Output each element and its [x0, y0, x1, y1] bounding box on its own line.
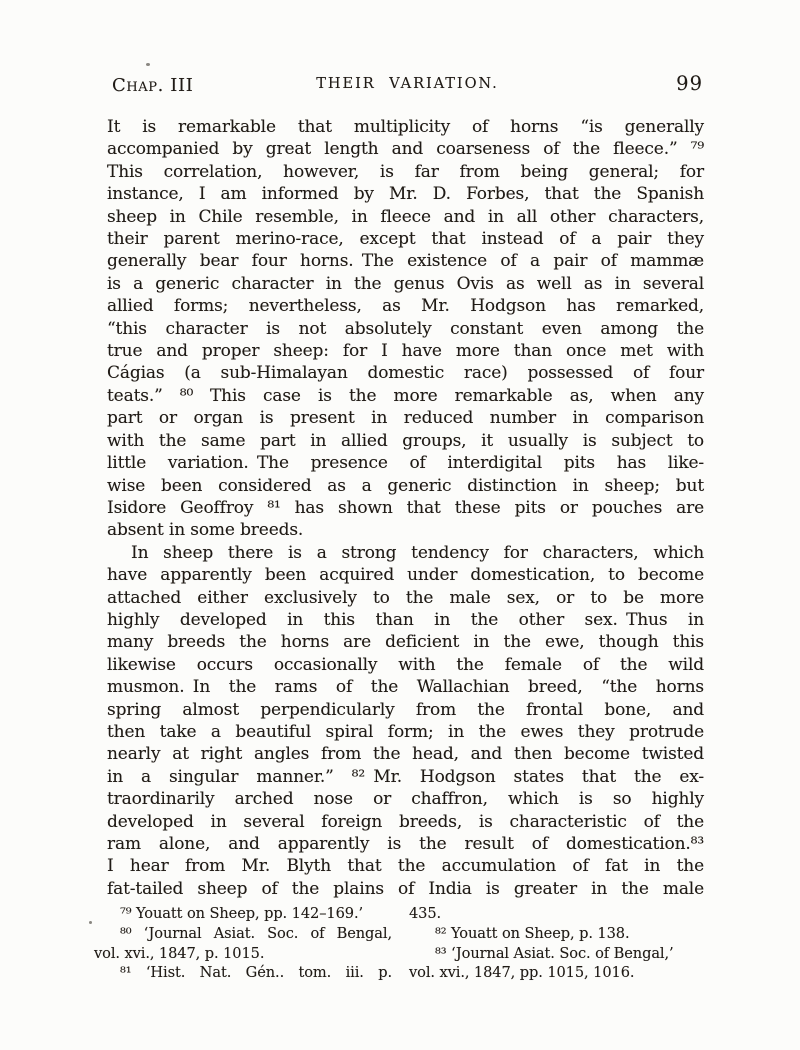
running-title: THEIR VARIATION. [316, 75, 499, 92]
text-line: have apparently been acquired under domestication, to become [107, 565, 704, 586]
text-line: in a singular manner.” ⁸² Mr. Hodgson states that the ex- [107, 766, 704, 787]
paragraph-1 [107, 116, 704, 542]
text-line: It is remarkable that multiplicity of horns “is generally [107, 117, 704, 137]
footnote-line: ⁸¹ ‘Hist. Nat. Gén.. tom. iii. p. [120, 964, 392, 982]
text-line: In sheep there is a strong tendency for characters, which [131, 542, 704, 563]
text-line: generally bear four horns. The existence of a pair of mammæ [107, 251, 704, 272]
page-number: 99 [676, 72, 703, 95]
footnotes-right-column [409, 904, 707, 983]
text-line: many breeds the horns are deficient in the ewe, though this [107, 632, 704, 653]
footnote-line: ⁸³ ‘Journal Asiat. Soc. of Bengal,’ [435, 944, 674, 962]
text-line: nearly at right angles from the head, and then become twisted [107, 744, 704, 765]
text-line: wise been considered as a generic distinction in sheep; but [107, 475, 704, 496]
footnotes-left-column [94, 904, 392, 983]
text-line: traordinarily arched nose or chaffron, which is so highly [107, 789, 704, 810]
page-body [107, 116, 704, 900]
footnote-line: vol. xvi., 1847, pp. 1015, 1016. [409, 964, 635, 982]
text-line: ram alone, and apparently is the result of domestication.⁸³ [107, 834, 704, 854]
text-line: absent in some breeds. [107, 520, 304, 541]
text-line: This correlation, however, is far from being general; for [107, 161, 704, 182]
text-line: their parent merino-race, except that instead of a pair they [107, 229, 704, 250]
text-line: Cágias (a sub-Himalayan domestic race) possessed of four [107, 363, 704, 384]
text-line: teats.” ⁸⁰ This case is the more remarkable as, when any [107, 385, 704, 406]
text-line: accompanied by great length and coarseness of the fleece.” ⁷⁹ [107, 139, 704, 160]
footnote-line: ⁸² Youatt on Sheep, p. 138. [435, 924, 630, 942]
text-line: allied forms; nevertheless, as Mr. Hodgson has remarked, [107, 296, 704, 317]
paragraph-2 [107, 542, 704, 901]
print-artifact [89, 921, 92, 924]
footnote-line: ⁸⁰ ‘Journal Asiat. Soc. of Bengal, [120, 924, 392, 942]
text-line: instance, I am informed by Mr. D. Forbes, that the Spanish [107, 184, 704, 205]
text-line: true and proper sheep: for I have more than once met with [107, 341, 704, 362]
text-line: I hear from Mr. Blyth that the accumulation of fat in the [107, 856, 704, 877]
text-line: is a generic character in the genus Ovis as well as in several [107, 273, 704, 294]
text-line: highly developed in this than in the other sex. Thus in [107, 609, 704, 630]
text-line: musmon. In the rams of the Wallachian breed, “the horns [107, 677, 704, 698]
running-header [112, 72, 703, 98]
text-line: little variation. The presence of interdigital pits has like- [107, 453, 704, 474]
print-artifact [146, 63, 150, 66]
text-line: “this character is not absolutely constant even among the [107, 318, 704, 339]
text-line: Isidore Geoffroy ⁸¹ has shown that these pits or pouches are [107, 497, 704, 518]
text-line: with the same part in allied groups, it usually is subject to [107, 430, 704, 451]
footnote-line: 435. [409, 905, 442, 922]
footnotes [94, 904, 707, 983]
chapter-label: Chap. III [112, 75, 194, 96]
text-line: spring almost perpendicularly from the frontal bone, and [107, 699, 704, 720]
text-line: attached either exclusively to the male sex, or to be more [107, 587, 704, 608]
text-line: fat-tailed sheep of the plains of India is greater in the male [107, 878, 704, 899]
text-line: sheep in Chile resemble, in fleece and in all other characters, [107, 206, 704, 227]
footnote-line: vol. xvi., 1847, p. 1015. [94, 944, 265, 962]
text-line: part or organ is present in reduced number in comparison [107, 408, 704, 429]
text-line: likewise occurs occasionally with the female of the wild [107, 654, 704, 675]
text-line: developed in several foreign breeds, is characteristic of the [107, 811, 704, 832]
text-line: then take a beautiful spiral form; in the ewes they protrude [107, 721, 704, 742]
footnote-line: ⁷⁹ Youatt on Sheep, pp. 142–169.’ [120, 905, 364, 922]
